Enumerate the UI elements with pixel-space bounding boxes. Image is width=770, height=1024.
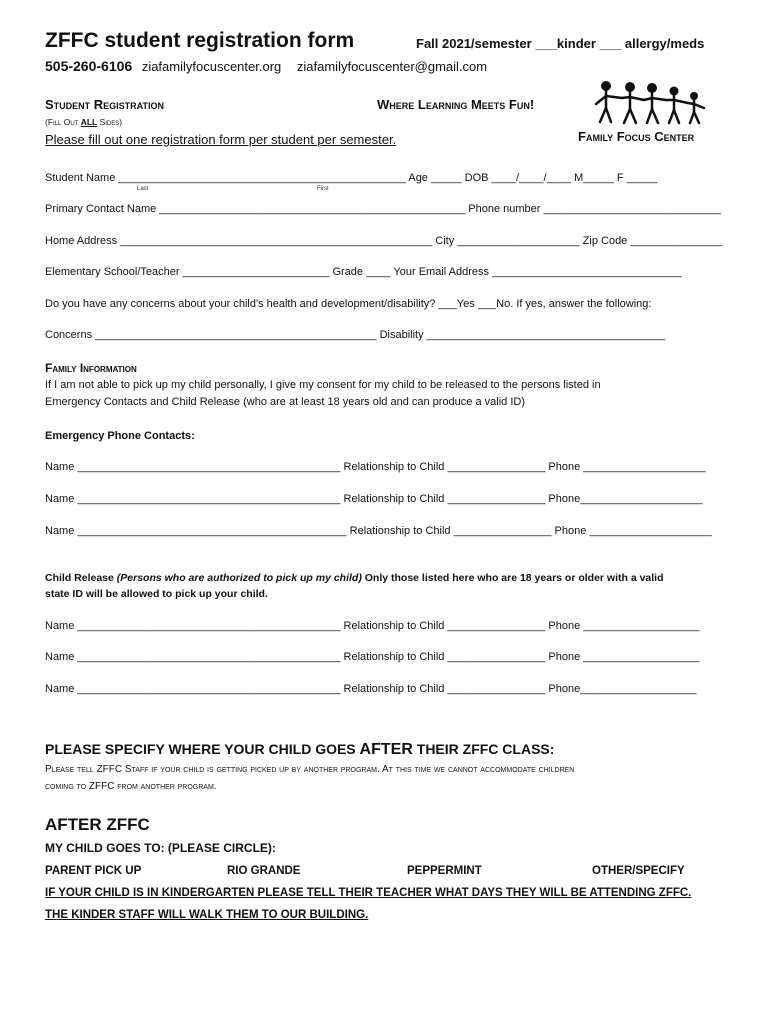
family-info-heading: Family Information (45, 361, 137, 375)
phone-number: 505-260-6106 (45, 58, 133, 74)
form-title: ZFFC student registration form (45, 29, 355, 52)
last-label: Last (137, 186, 149, 192)
release-row[interactable]: Name ___________________________________________ Relationship to Child ________________ Phone___________________ (45, 683, 697, 695)
note-line-1: Please tell ZFFC Staff if your child is getting picked up by another program. At this time we cannot accommodate children (45, 764, 575, 775)
release-line-2: state ID will be allowed to pick up your child. (45, 588, 268, 600)
consent-line-2: Emergency Contacts and Child Release (who are at least 18 years old and can produce a valid ID) (45, 396, 525, 408)
goes-to-line: MY CHILD GOES TO: (PLEASE CIRCLE): (45, 841, 276, 855)
kinder-line-2: THE KINDER STAFF WILL WALK THEM TO OUR BUILDING. (45, 909, 369, 921)
release-rest: Only those listed here who are 18 years or older with a valid (361, 572, 664, 584)
specify-heading (45, 741, 554, 759)
specify-after: AFTER (359, 741, 413, 758)
emergency-row[interactable]: Name ____________________________________________ Relationship to Child ________________ Phone ____________________ (45, 525, 712, 537)
primary-contact-line[interactable]: Primary Contact Name __________________________________________________ Phone number _____________________________ (45, 203, 721, 215)
option-peppermint[interactable]: PEPPERMINT (407, 865, 482, 877)
note-line-2: coming to ZFFC from another program. (45, 781, 217, 792)
child-release-heading (45, 572, 664, 584)
fill-out-all-sides (45, 117, 122, 127)
sub-all: ALL (80, 117, 98, 127)
home-address-line[interactable]: Home Address ___________________________________________________ City ____________________ Zip Code _______________ (45, 235, 723, 247)
family-logo (592, 78, 712, 128)
family-figures-icon (592, 78, 712, 128)
concerns-line[interactable]: Concerns ______________________________________________ Disability _______________________________________ (45, 329, 666, 341)
logo-text: Family Focus Center (578, 129, 695, 144)
student-registration-heading: Student Registration (45, 97, 165, 112)
concerns-question[interactable]: Do you have any concerns about your child's health and development/disability? ___Yes ___No. If yes, answer the following: (45, 298, 652, 310)
option-rio-grande[interactable]: RIO GRANDE (227, 865, 301, 877)
contact-line (45, 58, 487, 74)
after-zffc-heading: AFTER ZFFC (45, 815, 150, 834)
email: ziafamilyfocuscenter@gmail.com (296, 59, 488, 74)
kinder-line-1: IF YOUR CHILD IS IN KINDERGARTEN PLEASE TELL THEIR TEACHER WHAT DAYS THEY WILL BE ATTENDING ZFFC. (45, 887, 692, 899)
option-parent-pickup[interactable]: PARENT PICK UP (45, 865, 142, 877)
release-row[interactable]: Name ___________________________________________ Relationship to Child ________________ Phone ___________________ (45, 620, 700, 632)
option-other-specify[interactable]: OTHER/SPECIFY (592, 865, 685, 877)
website: ziafamilyfocuscenter.org (141, 59, 282, 74)
sub-suffix: Sides) (97, 117, 123, 127)
tagline: Where Learning Meets Fun! (377, 97, 535, 112)
emergency-heading: Emergency Phone Contacts: (45, 430, 195, 442)
release-italic: (Persons who are authorized to pick up my child) (116, 572, 362, 584)
emergency-row[interactable]: Name ___________________________________________ Relationship to Child ________________ Phone ____________________ (45, 461, 706, 473)
consent-line-1: If I am not able to pick up my child personally, I give my consent for my child to be released to the persons listed in (45, 379, 601, 391)
first-label: First (317, 186, 329, 192)
student-name-line[interactable]: Student Name _______________________________________________ Age _____ DOB ____/____/____ M_____ F _____ (45, 172, 658, 184)
specify-prefix: PLEASE SPECIFY WHERE YOUR CHILD GOES (45, 741, 360, 757)
release-bold: Child Release (45, 572, 117, 584)
sub-prefix: (Fill Out (45, 117, 81, 127)
release-row[interactable]: Name ___________________________________________ Relationship to Child ________________ Phone ___________________ (45, 651, 700, 663)
instruction-line: Please fill out one registration form per student per semester. (45, 132, 397, 147)
school-line[interactable]: Elementary School/Teacher ________________________ Grade ____ Your Email Address _______________________________ (45, 266, 682, 278)
emergency-row[interactable]: Name ___________________________________________ Relationship to Child ________________ Phone____________________ (45, 493, 703, 505)
specify-suffix: THEIR ZFFC CLASS: (412, 741, 555, 757)
semester-line: Fall 2021/semester ___kinder ___ allergy/meds (416, 36, 705, 51)
